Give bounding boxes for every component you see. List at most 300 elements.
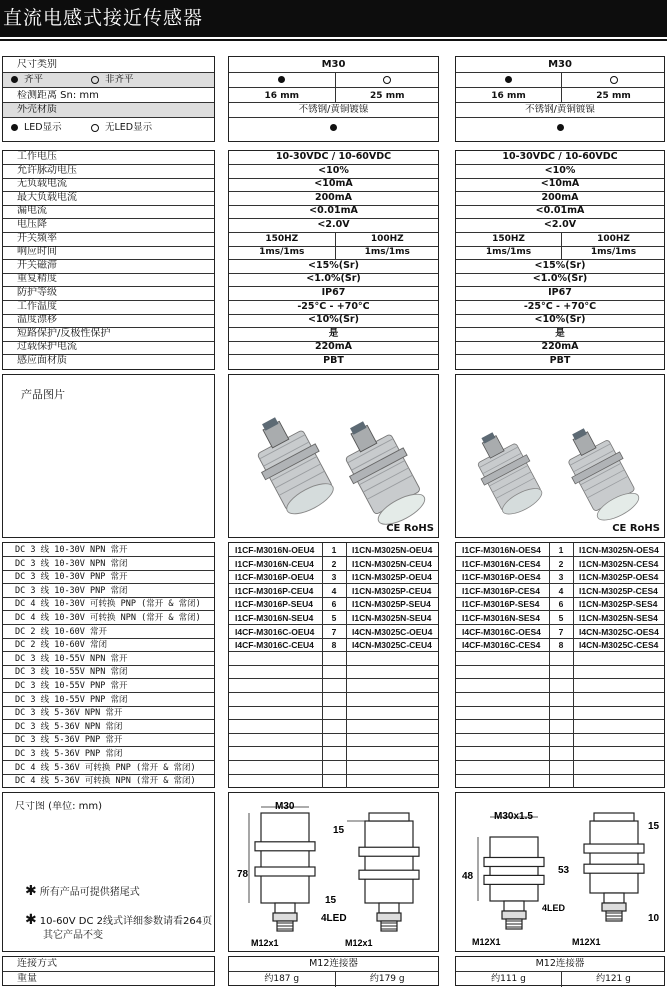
label-hyst-text: 开关磁滞	[17, 260, 57, 271]
nonflush-label: 非齐平	[105, 74, 134, 85]
product-2-photo	[455, 374, 665, 538]
label-distance	[3, 88, 214, 103]
wiring-type-text: DC 3 线 10-55V PNP 常开	[15, 681, 128, 691]
part-row	[229, 625, 438, 639]
spec-face-value: PBT	[549, 355, 571, 366]
column-divider	[573, 570, 574, 583]
column-divider	[346, 584, 347, 597]
column-divider	[322, 693, 323, 706]
part-row	[229, 720, 438, 734]
spec-maxload-value: 200mA	[541, 192, 579, 203]
wiring-type-text: DC 3 线 5-36V NPN 常开	[15, 708, 123, 718]
product-1-header-block	[228, 56, 439, 142]
distance-flush: 16 mm	[264, 91, 299, 101]
label-repeat-text: 重复精度	[17, 273, 57, 284]
ring-dot-icon	[91, 76, 99, 84]
wiring-row	[3, 638, 214, 652]
product-1-connection	[228, 956, 439, 986]
part-number-nonflush: I1CN-M3025P-CES4	[579, 586, 658, 596]
part-number-flush: I1CF-M3016P-OEU4	[235, 572, 314, 582]
column-divider	[573, 611, 574, 624]
wiring-row	[3, 543, 214, 557]
spec-protect-value: 是	[328, 328, 339, 339]
wiring-row	[3, 557, 214, 571]
column-divider	[573, 665, 574, 678]
column-divider	[573, 706, 574, 719]
label-block-top	[2, 56, 215, 142]
distance-row	[456, 88, 664, 103]
wiring-row	[3, 747, 214, 761]
label-led-row	[3, 118, 214, 143]
part-number-nonflush: I1CN-M3025N-CES4	[579, 559, 659, 569]
wiring-type-text: DC 4 线 5-36V 可转换 NPN (常开 & 常闭)	[15, 776, 196, 786]
led-dot	[229, 122, 438, 143]
column-divider	[322, 706, 323, 719]
led-dot-row	[456, 118, 664, 143]
part-row	[229, 570, 438, 584]
spec-resp-flush: 1ms/1ms	[259, 247, 305, 257]
label-photo-text: 产品图片	[21, 389, 65, 401]
product-2-connection	[455, 956, 665, 986]
spec-maxload-value: 200mA	[314, 192, 353, 203]
label-overload-text: 过载保护电流	[17, 341, 77, 352]
distance-nonflush: 25 mm	[596, 91, 631, 101]
wiring-row	[3, 706, 214, 720]
column-divider	[346, 774, 347, 788]
label-face-text: 感应面材质	[17, 355, 67, 366]
ring-dot-icon	[383, 76, 391, 84]
spec-face	[456, 355, 664, 369]
column-divider	[346, 747, 347, 760]
part-number-nonflush: I4CN-M3025C-OEU4	[352, 627, 433, 637]
part-number-nonflush: I4CN-M3025C-CES4	[579, 640, 659, 650]
label-temp	[3, 301, 214, 315]
part-number-nonflush: I1CN-M3025N-SES4	[579, 613, 658, 623]
spec-noload-value: <10mA	[540, 178, 580, 189]
spec-drift	[456, 314, 664, 328]
part-row	[229, 747, 438, 761]
product-1-specs	[228, 150, 439, 370]
spec-ripple	[229, 165, 438, 179]
flush-indicator	[11, 74, 43, 87]
column-divider	[561, 88, 562, 102]
column-divider	[573, 774, 574, 788]
column-divider	[573, 625, 574, 638]
column-divider	[573, 584, 574, 597]
size-value: M30	[548, 59, 572, 70]
wiring-code: 8	[331, 640, 337, 650]
column-divider	[561, 246, 562, 259]
sensor-body	[242, 407, 342, 522]
housing-row	[229, 103, 438, 118]
spec-noload-value: <10mA	[314, 178, 353, 189]
part-row	[456, 679, 664, 693]
dimension-label: 15	[333, 825, 345, 836]
dimension-label: M12x1	[251, 938, 279, 948]
part-row	[456, 693, 664, 707]
part-number-nonflush: I1CN-M3025P-OEU4	[352, 572, 432, 582]
dimension-label: 15	[325, 895, 337, 906]
filled-dot-icon	[11, 124, 18, 131]
column-divider	[573, 557, 574, 570]
column-divider	[346, 570, 347, 583]
conn-value: M12连接器	[535, 958, 585, 969]
wiring-row	[3, 774, 214, 788]
label-block-wiring	[2, 542, 215, 788]
label-block-specs	[2, 150, 215, 370]
sensor-body	[464, 423, 549, 521]
spec-ip-value: IP67	[321, 287, 346, 298]
label-flush-row	[3, 73, 214, 88]
label-resp-text: 响应时间	[17, 246, 57, 257]
spec-ripple-value: <10%	[318, 165, 349, 176]
wiring-code: 8	[558, 640, 564, 650]
led-dot-row	[229, 118, 438, 143]
dimension-label: 4LED	[321, 913, 347, 924]
spec-freq-nonflush: 100HZ	[370, 234, 404, 244]
label-size	[3, 57, 214, 73]
part-row	[456, 652, 664, 666]
spec-overload-value: 220mA	[314, 341, 353, 352]
wiring-code: 1	[558, 545, 564, 555]
spec-face-value: PBT	[323, 355, 344, 366]
column-divider	[322, 774, 323, 788]
weight-flush: 约187 g	[264, 974, 300, 984]
part-row	[456, 584, 664, 598]
wiring-type-text: DC 4 线 10-30V 可转换 PNP (常开 & 常闭)	[15, 599, 201, 609]
column-divider	[346, 761, 347, 774]
label-ip-text: 防护等级	[17, 287, 57, 298]
label-conn	[3, 957, 214, 972]
page-title: 直流电感式接近传感器	[3, 7, 204, 29]
label-drift	[3, 314, 214, 328]
spec-drift-value: <10%(Sr)	[534, 314, 586, 325]
spec-freq-nonflush: 100HZ	[597, 234, 630, 244]
label-resp	[3, 246, 214, 260]
note-2wire	[25, 913, 212, 943]
column-divider	[346, 652, 347, 665]
conn-value: M12连接器	[309, 958, 358, 969]
wiring-type-text: DC 2 线 10-60V 常闭	[15, 640, 108, 650]
spec-temp-value: -25°C - +70°C	[297, 301, 370, 312]
cert-mark: CE RoHS	[612, 523, 660, 534]
dimension-drawing	[229, 793, 438, 951]
part-number-flush: I1CF-M3016N-SES4	[462, 613, 540, 623]
column-divider	[573, 597, 574, 610]
flush-dot-row	[456, 73, 664, 88]
weight-nonflush: 约121 g	[596, 974, 631, 984]
column-divider	[346, 720, 347, 733]
column-divider	[573, 733, 574, 746]
part-number-flush: I1CF-M3016N-OES4	[462, 545, 541, 555]
note-pigtail	[25, 885, 140, 901]
part-row	[456, 774, 664, 788]
part-row	[456, 638, 664, 652]
spec-freq	[229, 233, 438, 247]
wiring-type-text: DC 3 线 10-30V NPN 常闭	[15, 559, 128, 569]
dimension-label: M30	[275, 801, 295, 812]
spec-ip	[456, 287, 664, 301]
spec-voltage	[229, 151, 438, 165]
part-row	[229, 693, 438, 707]
column-divider	[322, 679, 323, 692]
spec-resp-nonflush: 1ms/1ms	[590, 247, 637, 257]
spec-voltage	[456, 151, 664, 165]
label-protect	[3, 328, 214, 342]
dimension-label: 15	[648, 821, 660, 832]
column-divider	[322, 720, 323, 733]
wiring-code: 7	[331, 627, 337, 637]
dimension-label: M12x1	[345, 938, 373, 948]
spec-hyst-value: <15%(Sr)	[534, 260, 586, 271]
column-divider	[573, 638, 574, 651]
part-row	[229, 774, 438, 788]
label-freq-text: 开关频率	[17, 233, 57, 244]
spec-temp	[229, 301, 438, 315]
part-row	[456, 733, 664, 747]
spec-leak-value: <0.01mA	[309, 205, 358, 216]
spec-protect	[456, 328, 664, 342]
part-row	[456, 747, 664, 761]
part-row	[229, 638, 438, 652]
wiring-row	[3, 597, 214, 611]
conn-row	[456, 957, 664, 972]
distance-nonflush: 25 mm	[370, 91, 405, 101]
flush-label: 齐平	[24, 74, 44, 85]
spec-ripple	[456, 165, 664, 179]
nonflush-dot	[335, 74, 441, 87]
column-divider	[346, 733, 347, 746]
part-row	[456, 665, 664, 679]
part-number-flush: I1CF-M3016P-SEU4	[235, 599, 313, 609]
spec-repeat-value: <1.0%(Sr)	[532, 273, 588, 284]
label-maxload	[3, 192, 214, 206]
spec-maxload	[229, 192, 438, 206]
column-divider	[573, 652, 574, 665]
spec-resp	[229, 246, 438, 260]
part-number-flush: I1CF-M3016N-CEU4	[235, 559, 314, 569]
column-divider	[346, 543, 347, 556]
noled-label: 无LED显示	[105, 122, 153, 133]
spec-overload	[229, 341, 438, 355]
spec-resp-nonflush: 1ms/1ms	[364, 247, 410, 257]
wiring-code: 3	[331, 572, 337, 582]
label-weight	[3, 972, 214, 987]
label-ripple	[3, 165, 214, 179]
product-1-part-numbers	[228, 542, 439, 788]
label-face	[3, 355, 214, 369]
wiring-row	[3, 733, 214, 747]
spec-temp-value: -25°C - +70°C	[523, 301, 597, 312]
column-divider	[573, 720, 574, 733]
spec-protect	[229, 328, 438, 342]
column-divider	[573, 679, 574, 692]
label-leak-text: 漏电流	[17, 205, 47, 216]
label-size-text: 尺寸类别	[17, 59, 57, 70]
conn-row	[229, 957, 438, 972]
wiring-code: 3	[558, 572, 564, 582]
wiring-code: 4	[558, 586, 564, 596]
part-number-flush: I4CF-M3016C-OES4	[462, 627, 541, 637]
distance-row	[229, 88, 438, 103]
column-divider	[549, 733, 550, 746]
dimension-label: 4LED	[542, 903, 566, 913]
spec-ip	[229, 287, 438, 301]
spec-voltage-value: 10-30VDC / 10-60VDC	[502, 151, 618, 162]
wiring-code: 4	[331, 586, 337, 596]
dimension-label: M30x1.5	[494, 811, 533, 822]
part-row	[456, 611, 664, 625]
product-1-photo	[228, 374, 439, 538]
part-number-nonflush: I1CN-M3025N-OES4	[579, 545, 659, 555]
flush-dot	[456, 74, 561, 87]
wiring-row	[3, 570, 214, 584]
label-distance-text: 检测距离 Sn: mm	[17, 90, 99, 101]
column-divider	[322, 747, 323, 760]
label-block-photo	[2, 374, 215, 538]
sensor-body	[330, 411, 433, 533]
wiring-type-text: DC 3 线 5-36V PNP 常闭	[15, 749, 123, 759]
wiring-code: 1	[331, 545, 337, 555]
ring-dot-icon	[91, 124, 99, 132]
spec-drop	[456, 219, 664, 233]
spec-noload	[456, 178, 664, 192]
column-divider	[322, 652, 323, 665]
nonflush-indicator	[91, 74, 134, 87]
label-freq	[3, 233, 214, 247]
label-maxload-text: 最大负载电流	[17, 192, 77, 203]
part-number-flush: I1CF-M3016N-CES4	[462, 559, 541, 569]
spec-drift	[229, 314, 438, 328]
label-conn-text: 连接方式	[17, 958, 57, 969]
part-row	[229, 557, 438, 571]
wiring-type-text: DC 4 线 5-36V 可转换 PNP (常开 & 常闭)	[15, 763, 196, 773]
product-2-part-numbers	[455, 542, 665, 788]
column-divider	[322, 761, 323, 774]
label-overload	[3, 341, 214, 355]
label-ripple-text: 允许脉动电压	[17, 165, 77, 176]
led-label: LED显示	[24, 122, 62, 133]
column-divider	[346, 611, 347, 624]
wiring-row	[3, 584, 214, 598]
housing-value: 不锈钢/黄铜镀镍	[525, 104, 595, 115]
spec-resp	[456, 246, 664, 260]
product-1-dimension	[228, 792, 439, 952]
filled-dot-icon	[330, 124, 337, 131]
product-2-header-block	[455, 56, 665, 142]
part-number-flush: I4CF-M3016C-OEU4	[235, 627, 315, 637]
spec-temp	[456, 301, 664, 315]
part-number-nonflush: I4CN-M3025C-CEU4	[352, 640, 432, 650]
spec-resp-flush: 1ms/1ms	[485, 247, 532, 257]
wiring-type-text: DC 4 线 10-30V 可转换 NPN (常开 & 常闭)	[15, 613, 201, 623]
label-housing-text: 外壳材质	[17, 104, 57, 115]
column-divider	[549, 679, 550, 692]
part-number-flush: I1CF-M3016N-OEU4	[235, 545, 315, 555]
label-drop-text: 电压降	[17, 219, 47, 230]
note-2wire-text: 10-60V DC 2线式详细参数请看264页	[39, 916, 213, 927]
column-divider	[549, 747, 550, 760]
part-row	[456, 706, 664, 720]
column-divider	[549, 665, 550, 678]
part-row	[229, 733, 438, 747]
part-row	[229, 652, 438, 666]
wiring-type-text: DC 3 线 10-55V NPN 常闭	[15, 667, 128, 677]
dimension-label: 53	[558, 865, 570, 876]
wiring-code: 5	[331, 613, 337, 623]
led-dot	[456, 122, 664, 143]
flush-dot	[229, 74, 335, 87]
part-number-nonflush: I4CN-M3025C-OES4	[579, 627, 659, 637]
distance-flush: 16 mm	[491, 91, 526, 101]
column-divider	[549, 693, 550, 706]
cert-mark: CE RoHS	[386, 523, 434, 534]
part-row	[229, 679, 438, 693]
spec-overload-value: 220mA	[541, 341, 579, 352]
part-row	[456, 543, 664, 557]
label-drop	[3, 219, 214, 233]
label-repeat	[3, 273, 214, 287]
part-number-nonflush: I1CN-M3025N-CEU4	[352, 559, 432, 569]
column-divider	[346, 679, 347, 692]
filled-dot-icon	[278, 76, 285, 83]
part-number-nonflush: I1CN-M3025N-OEU4	[352, 545, 433, 555]
spec-repeat	[456, 273, 664, 287]
spec-maxload	[456, 192, 664, 206]
led-indicator	[11, 122, 62, 143]
label-housing	[3, 103, 214, 118]
column-divider	[573, 761, 574, 774]
column-divider	[346, 638, 347, 651]
column-divider	[335, 73, 336, 87]
label-block-dimension	[2, 792, 215, 952]
column-divider	[561, 972, 562, 987]
spec-face	[229, 355, 438, 369]
spec-hyst	[229, 260, 438, 274]
column-divider	[573, 543, 574, 556]
flush-dot-row	[229, 73, 438, 88]
column-divider	[549, 774, 550, 788]
dimension-label: M12X1	[472, 937, 501, 947]
wiring-type-text: DC 2 线 10-60V 常开	[15, 627, 108, 637]
nonflush-dot	[561, 74, 666, 87]
filled-dot-icon	[505, 76, 512, 83]
part-number-flush: I4CF-M3016C-CEU4	[235, 640, 314, 650]
column-divider	[346, 665, 347, 678]
housing-row	[456, 103, 664, 118]
spec-noload	[229, 178, 438, 192]
spec-drift-value: <10%(Sr)	[308, 314, 359, 325]
product-photo-image	[229, 375, 438, 537]
label-hyst	[3, 260, 214, 274]
dimension-label: 48	[462, 871, 474, 882]
label-dim-text: 尺寸图 (单位: mm)	[15, 801, 103, 812]
column-divider	[561, 233, 562, 246]
note-pigtail-text: 所有产品可提供猪尾式	[39, 887, 140, 898]
spec-leak	[229, 205, 438, 219]
housing-value: 不锈钢/黄铜镀镍	[298, 104, 369, 115]
dimension-label: M12X1	[572, 937, 601, 947]
label-block-connection	[2, 956, 215, 986]
part-number-nonflush: I1CN-M3025P-SEU4	[352, 599, 431, 609]
label-leak	[3, 205, 214, 219]
part-row	[456, 570, 664, 584]
part-row	[229, 665, 438, 679]
spec-ip-value: IP67	[548, 287, 572, 298]
part-row	[456, 720, 664, 734]
filled-dot-icon	[557, 124, 564, 131]
column-divider	[322, 665, 323, 678]
